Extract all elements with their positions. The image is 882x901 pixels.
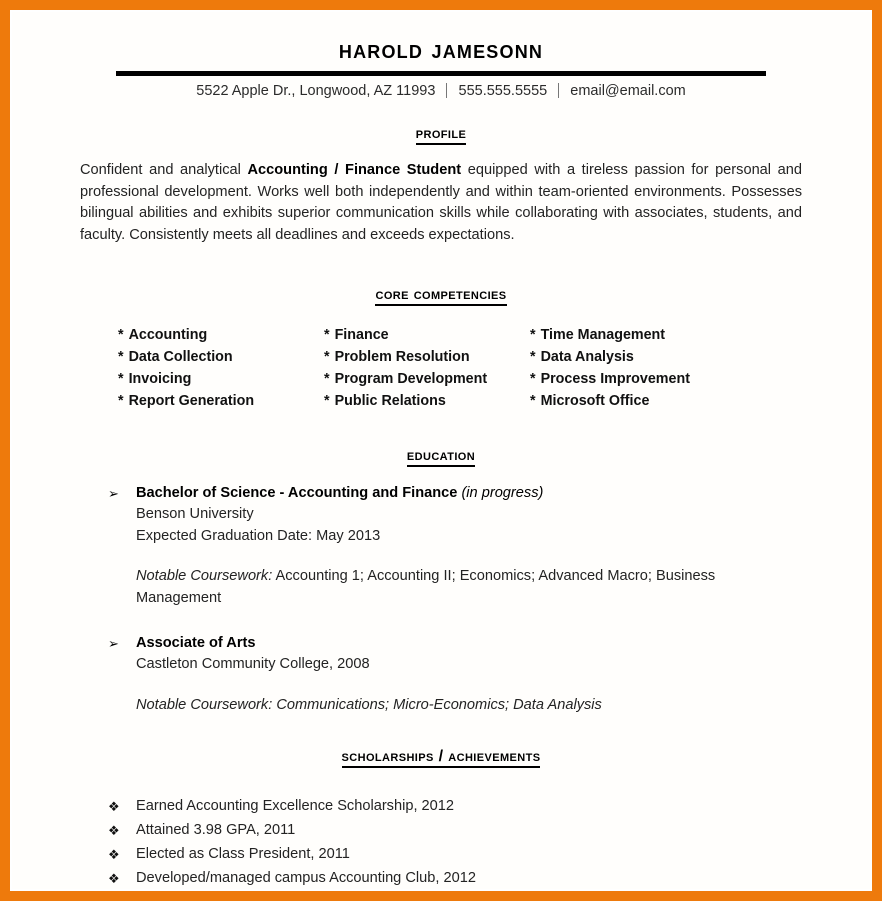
achievement-text: Attained 3.98 GPA, 2011: [136, 822, 296, 838]
resume-page: [10, 10, 872, 891]
competency-bullet: *: [324, 349, 330, 365]
achievement-text: Developed/managed campus Accounting Club, 2012: [136, 870, 476, 886]
competency-bullet: *: [118, 349, 124, 365]
education-degree: Bachelor of Science - Accounting and Finance: [136, 485, 458, 501]
contact-separator-2: [558, 83, 559, 98]
competency-item: [530, 346, 690, 368]
achievements-list: [72, 796, 810, 890]
section-heading-profile-text: profile: [416, 125, 466, 145]
header-divider-rule: [116, 71, 766, 76]
section-heading-education: [72, 447, 810, 465]
competency-item: [324, 346, 530, 368]
achievement-item: [108, 820, 810, 842]
contact-email: email@email.com: [570, 83, 686, 99]
competency-label: Problem Resolution: [334, 349, 470, 365]
education-degree-line: [108, 483, 810, 504]
competency-label: Time Management: [540, 327, 666, 343]
section-heading-scholarships: [72, 748, 810, 766]
achievement-item: [108, 844, 810, 866]
competency-bullet: *: [530, 349, 536, 365]
competency-item: [530, 324, 690, 346]
competency-label: Report Generation: [128, 393, 255, 409]
competency-label: Public Relations: [334, 393, 446, 409]
profile-text-lead: Confident and analytical: [80, 162, 248, 178]
education-entry: [72, 633, 810, 716]
competency-item: [118, 368, 324, 390]
competency-label: Finance: [334, 327, 389, 343]
section-heading-scholarships-text: scholarships / achievements: [342, 748, 541, 768]
competency-bullet: *: [530, 393, 536, 409]
competency-item: [118, 346, 324, 368]
education-degree: Associate of Arts: [136, 635, 256, 651]
diamond-bullet-icon: ❖: [108, 871, 120, 886]
education-degree-line: [108, 633, 810, 654]
competency-label: Program Development: [334, 371, 488, 387]
contact-address: 5522 Apple Dr., Longwood, AZ 11993: [196, 83, 436, 99]
competency-bullet: *: [324, 371, 330, 387]
education-institution: Castleton Community College, 2008: [136, 656, 370, 672]
achievement-item: [108, 868, 810, 890]
core-competencies-grid: [72, 324, 810, 412]
contact-phone: 555.555.5555: [458, 83, 548, 99]
profile-paragraph: [80, 160, 802, 246]
education-entry: [72, 483, 810, 609]
competency-item: [324, 368, 530, 390]
competency-label: Invoicing: [128, 371, 192, 387]
profile-text-rest: equipped with a tireless passion for personal and professional development. Works well both independently and within team-oriented environments. Possesses bilingual abilities and exhibits superior communication skills while collaborating with associates, students, and faculty. Consistently meets all deadlines and exceeds expectations.: [80, 162, 803, 243]
competency-item: [118, 324, 324, 346]
section-heading-education-text: education: [407, 447, 475, 467]
profile-bold-title: Accounting / Finance Student: [247, 162, 462, 178]
competency-item: [530, 390, 690, 412]
achievement-text: Earned Accounting Excellence Scholarship, 2012: [136, 798, 455, 814]
coursework-label: Notable Coursework:: [136, 696, 273, 713]
education-coursework: [108, 695, 810, 717]
competency-bullet: *: [324, 327, 330, 343]
competency-item: [530, 368, 690, 390]
education-institution: Benson University: [136, 506, 254, 522]
diamond-bullet-icon: ❖: [108, 847, 120, 862]
education-coursework: [108, 566, 810, 609]
competency-bullet: *: [118, 327, 124, 343]
coursework-text: Accounting 1; Accounting II; Economics; Advanced Macro; Business Management: [136, 568, 716, 606]
competency-label: Microsoft Office: [540, 393, 650, 409]
competency-column-1: [118, 324, 324, 412]
diamond-bullet-icon: ❖: [108, 799, 120, 814]
competency-item: [324, 390, 530, 412]
achievement-item: [108, 796, 810, 818]
competency-label: Process Improvement: [540, 371, 690, 387]
contact-separator-1: [446, 83, 447, 98]
competency-label: Accounting: [128, 327, 208, 343]
section-heading-core-competencies: [72, 286, 810, 304]
competency-label: Data Analysis: [540, 349, 634, 365]
competency-column-2: [324, 324, 530, 412]
arrow-bullet-icon: ➢: [108, 486, 119, 501]
competency-item: [118, 390, 324, 412]
education-status: (in progress): [457, 485, 544, 501]
education-detail: Expected Graduation Date: May 2013: [136, 527, 381, 544]
competency-bullet: *: [118, 371, 124, 387]
coursework-text: Communications; Micro-Economics; Data Analysis: [272, 696, 602, 713]
competency-label: Data Collection: [128, 349, 233, 365]
section-heading-profile: [72, 125, 810, 143]
diamond-bullet-icon: ❖: [108, 823, 120, 838]
competency-bullet: *: [530, 327, 536, 343]
competency-bullet: *: [530, 371, 536, 387]
competency-bullet: *: [118, 393, 124, 409]
candidate-name: harold jamesonn: [338, 34, 544, 64]
competency-column-3: [530, 324, 690, 412]
competency-item: [324, 324, 530, 346]
coursework-label: Notable Coursework:: [136, 568, 273, 584]
achievement-text: Elected as Class President, 2011: [136, 846, 350, 862]
contact-line: [72, 83, 810, 99]
arrow-bullet-icon: ➢: [108, 636, 119, 651]
section-heading-core-competencies-text: core competencies: [375, 286, 506, 306]
competency-bullet: *: [324, 393, 330, 409]
